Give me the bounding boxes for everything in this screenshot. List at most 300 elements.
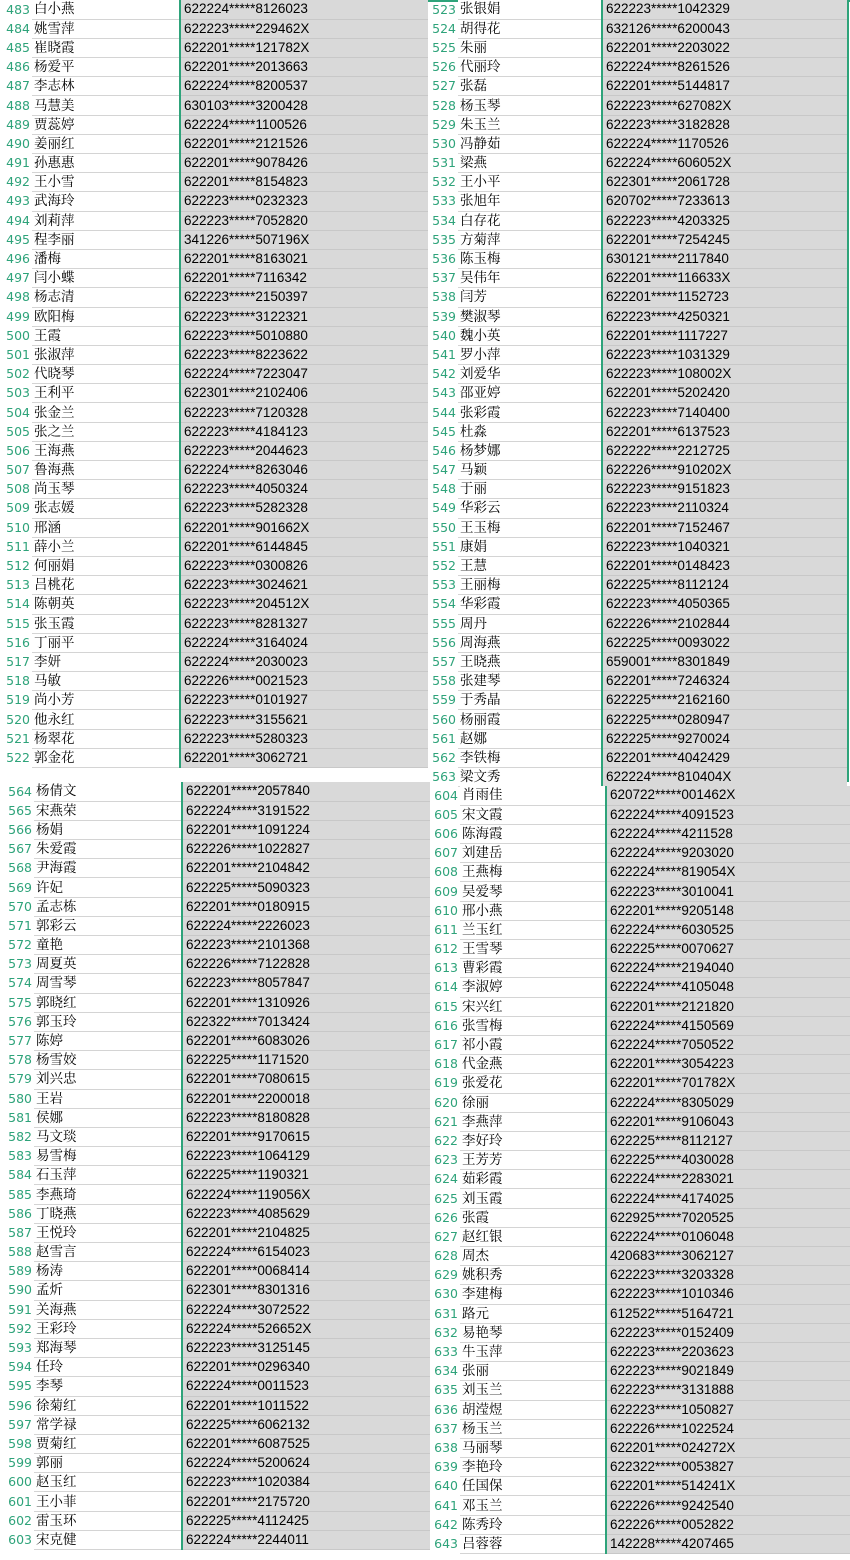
id-number-cell[interactable]: 622223*****108002X (602, 365, 847, 384)
name-cell[interactable]: 刘玉霞 (460, 1189, 606, 1208)
name-cell[interactable]: 陈海霞 (460, 824, 606, 843)
name-cell[interactable]: 邵亚婷 (458, 384, 602, 403)
id-number-cell[interactable]: 622223*****0300826 (180, 556, 428, 575)
id-number-cell[interactable]: 622224*****3072522 (182, 1300, 430, 1319)
name-cell[interactable]: 王岩 (34, 1089, 182, 1108)
id-number-cell[interactable]: 622201*****9078426 (180, 154, 428, 173)
id-number-cell[interactable]: 622225*****5090323 (182, 878, 430, 897)
id-number-cell[interactable]: 622225*****9270024 (602, 729, 847, 748)
id-number-cell[interactable]: 622224*****6030525 (606, 920, 850, 939)
name-cell[interactable]: 姜丽红 (32, 134, 180, 153)
id-number-cell[interactable]: 142228*****4207465 (606, 1534, 850, 1553)
name-cell[interactable]: 马文琰 (34, 1127, 182, 1146)
name-cell[interactable]: 朱爱霞 (34, 840, 182, 859)
id-number-cell[interactable]: 622225*****6062132 (182, 1415, 430, 1434)
name-cell[interactable]: 赵娜 (458, 729, 602, 748)
id-number-cell[interactable]: 622223*****2101368 (182, 936, 430, 955)
name-cell[interactable]: 朱丽 (458, 38, 602, 57)
id-number-cell[interactable]: 622223*****2203623 (606, 1342, 850, 1361)
id-number-cell[interactable]: 622223*****7140400 (602, 403, 847, 422)
id-number-cell[interactable]: 622224*****8305029 (606, 1093, 850, 1112)
name-cell[interactable]: 姚雪萍 (32, 19, 180, 38)
name-cell[interactable]: 邓玉兰 (460, 1496, 606, 1515)
name-cell[interactable]: 胡滢煜 (460, 1400, 606, 1419)
name-cell[interactable]: 尹海霞 (34, 859, 182, 878)
name-cell[interactable]: 周夏英 (34, 955, 182, 974)
name-cell[interactable]: 代丽玲 (458, 58, 602, 77)
id-number-cell[interactable]: 622201*****3054223 (606, 1055, 850, 1074)
name-cell[interactable]: 关海燕 (34, 1300, 182, 1319)
id-number-cell[interactable]: 622301*****8301316 (182, 1281, 430, 1300)
name-cell[interactable]: 闫芳 (458, 288, 602, 307)
name-cell[interactable]: 王小雪 (32, 173, 180, 192)
id-number-cell[interactable]: 622322*****7013424 (182, 1012, 430, 1031)
name-cell[interactable]: 于丽 (458, 480, 602, 499)
id-number-cell[interactable]: 622201*****901662X (180, 518, 428, 537)
id-number-cell[interactable]: 622223*****3010041 (606, 882, 850, 901)
name-cell[interactable]: 徐丽 (460, 1093, 606, 1112)
id-number-cell[interactable]: 622223*****8180828 (182, 1108, 430, 1127)
id-number-cell[interactable]: 622223*****627082X (602, 96, 847, 115)
id-number-cell[interactable]: 622224*****8263046 (180, 461, 428, 480)
name-cell[interactable]: 尚玉琴 (32, 480, 180, 499)
id-number-cell[interactable]: 622201*****5202420 (602, 384, 847, 403)
id-number-cell[interactable]: 622201*****6087525 (182, 1434, 430, 1453)
name-cell[interactable]: 潘梅 (32, 249, 180, 268)
name-cell[interactable]: 李燕琦 (34, 1185, 182, 1204)
id-number-cell[interactable]: 622223*****2110324 (602, 499, 847, 518)
id-number-cell[interactable]: 622301*****2102406 (180, 384, 428, 403)
id-number-cell[interactable]: 622201*****0148423 (602, 556, 847, 575)
id-number-cell[interactable]: 622201*****121782X (180, 38, 428, 57)
name-cell[interactable]: 薛小兰 (32, 537, 180, 556)
name-cell[interactable]: 杨玉琴 (458, 96, 602, 115)
id-number-cell[interactable]: 622201*****2013663 (180, 58, 428, 77)
name-cell[interactable]: 易雪梅 (34, 1147, 182, 1166)
id-number-cell[interactable]: 622225*****0093022 (602, 633, 847, 652)
name-cell[interactable]: 杨倩文 (34, 782, 182, 801)
name-cell[interactable]: 李好玲 (460, 1131, 606, 1150)
id-number-cell[interactable]: 622201*****0180915 (182, 897, 430, 916)
name-cell[interactable]: 张彩霞 (458, 403, 602, 422)
id-number-cell[interactable]: 622226*****1022827 (182, 840, 430, 859)
id-number-cell[interactable]: 622226*****0052822 (606, 1515, 850, 1534)
name-cell[interactable]: 刘玉兰 (460, 1381, 606, 1400)
id-number-cell[interactable]: 622201*****1310926 (182, 993, 430, 1012)
name-cell[interactable]: 尚小芳 (32, 691, 180, 710)
id-number-cell[interactable]: 622201*****116633X (602, 269, 847, 288)
name-cell[interactable]: 武海玲 (32, 192, 180, 211)
name-cell[interactable]: 王小平 (458, 173, 602, 192)
name-cell[interactable]: 张之兰 (32, 422, 180, 441)
id-number-cell[interactable]: 622201*****0068414 (182, 1262, 430, 1281)
id-number-cell[interactable]: 622223*****2044623 (180, 441, 428, 460)
id-number-cell[interactable]: 622223*****0232323 (180, 192, 428, 211)
name-cell[interactable]: 何丽娟 (32, 556, 180, 575)
name-cell[interactable]: 华彩云 (458, 499, 602, 518)
id-number-cell[interactable]: 622223*****1040321 (602, 537, 847, 556)
id-number-cell[interactable]: 622925*****7020525 (606, 1208, 850, 1227)
id-number-cell[interactable]: 622224*****606052X (602, 154, 847, 173)
id-number-cell[interactable]: 622201*****2104842 (182, 859, 430, 878)
name-cell[interactable]: 张旭年 (458, 192, 602, 211)
id-number-cell[interactable]: 622223*****4184123 (180, 422, 428, 441)
name-cell[interactable]: 贾菊红 (34, 1434, 182, 1453)
name-cell[interactable]: 刘莉萍 (32, 211, 180, 230)
id-number-cell[interactable]: 622223*****3125145 (182, 1338, 430, 1357)
name-cell[interactable]: 张爱花 (460, 1074, 606, 1093)
id-number-cell[interactable]: 622224*****3164024 (180, 633, 428, 652)
id-number-cell[interactable]: 622223*****5280323 (180, 729, 428, 748)
id-number-cell[interactable]: 622201*****2121526 (180, 134, 428, 153)
name-cell[interactable]: 华彩霞 (458, 595, 602, 614)
id-number-cell[interactable]: 622225*****0070627 (606, 940, 850, 959)
name-cell[interactable]: 宋兴红 (460, 997, 606, 1016)
name-cell[interactable]: 陈婷 (34, 1031, 182, 1050)
id-number-cell[interactable]: 622225*****4112425 (182, 1511, 430, 1530)
name-cell[interactable]: 李琴 (34, 1377, 182, 1396)
name-cell[interactable]: 代金燕 (460, 1055, 606, 1074)
name-cell[interactable]: 于秀晶 (458, 691, 602, 710)
name-cell[interactable]: 陈朝英 (32, 595, 180, 614)
name-cell[interactable]: 杨翠花 (32, 729, 180, 748)
id-number-cell[interactable]: 622224*****4150569 (606, 1016, 850, 1035)
name-cell[interactable]: 许妃 (34, 878, 182, 897)
id-number-cell[interactable]: 622223*****9021849 (606, 1362, 850, 1381)
name-cell[interactable]: 孟炘 (34, 1281, 182, 1300)
name-cell[interactable]: 杨雪姣 (34, 1051, 182, 1070)
id-number-cell[interactable]: 622223*****5010880 (180, 326, 428, 345)
id-number-cell[interactable]: 622226*****910202X (602, 461, 847, 480)
name-cell[interactable]: 方菊萍 (458, 230, 602, 249)
id-number-cell[interactable]: 622201*****2200018 (182, 1089, 430, 1108)
id-number-cell[interactable]: 622224*****8200537 (180, 77, 428, 96)
id-number-cell[interactable]: 622223*****0101927 (180, 691, 428, 710)
id-number-cell[interactable]: 622201*****7254245 (602, 230, 847, 249)
id-number-cell[interactable]: 622224*****2194040 (606, 959, 850, 978)
name-cell[interactable]: 李建梅 (460, 1285, 606, 1304)
id-number-cell[interactable]: 622301*****2061728 (602, 173, 847, 192)
name-cell[interactable]: 吕桃花 (32, 576, 180, 595)
id-number-cell[interactable]: 622224*****2283021 (606, 1170, 850, 1189)
name-cell[interactable]: 王丽梅 (458, 576, 602, 595)
name-cell[interactable]: 杨丽霞 (458, 710, 602, 729)
id-number-cell[interactable]: 622223*****1020384 (182, 1473, 430, 1492)
name-cell[interactable]: 孟志栋 (34, 897, 182, 916)
id-number-cell[interactable]: 622201*****024272X (606, 1438, 850, 1457)
name-cell[interactable]: 陈玉梅 (458, 249, 602, 268)
id-number-cell[interactable]: 622224*****2226023 (182, 916, 430, 935)
id-number-cell[interactable]: 622223*****1010346 (606, 1285, 850, 1304)
name-cell[interactable]: 代晓琴 (32, 365, 180, 384)
id-number-cell[interactable]: 622201*****2121820 (606, 997, 850, 1016)
name-cell[interactable]: 丁丽平 (32, 633, 180, 652)
name-cell[interactable]: 杨涛 (34, 1262, 182, 1281)
id-number-cell[interactable]: 622201*****9106043 (606, 1112, 850, 1131)
id-number-cell[interactable]: 622224*****1170526 (602, 134, 847, 153)
name-cell[interactable]: 童艳 (34, 936, 182, 955)
name-cell[interactable]: 吴爱琴 (460, 882, 606, 901)
id-number-cell[interactable]: 622201*****5144817 (602, 77, 847, 96)
name-cell[interactable]: 郭晓红 (34, 993, 182, 1012)
id-number-cell[interactable]: 622223*****1050827 (606, 1400, 850, 1419)
name-cell[interactable]: 樊淑琴 (458, 307, 602, 326)
name-cell[interactable]: 王芳芳 (460, 1151, 606, 1170)
name-cell[interactable]: 侯娜 (34, 1108, 182, 1127)
id-number-cell[interactable]: 622223*****3182828 (602, 115, 847, 134)
id-number-cell[interactable]: 622224*****4174025 (606, 1189, 850, 1208)
id-number-cell[interactable]: 622223*****3131888 (606, 1381, 850, 1400)
name-cell[interactable]: 张金兰 (32, 403, 180, 422)
name-cell[interactable]: 王雪琴 (460, 940, 606, 959)
name-cell[interactable]: 曹彩霞 (460, 959, 606, 978)
name-cell[interactable]: 邢小燕 (460, 901, 606, 920)
id-number-cell[interactable]: 622201*****0296340 (182, 1358, 430, 1377)
id-number-cell[interactable]: 622223*****3155621 (180, 710, 428, 729)
name-cell[interactable]: 刘爱华 (458, 365, 602, 384)
name-cell[interactable]: 宋文霞 (460, 805, 606, 824)
id-number-cell[interactable]: 622201*****7080615 (182, 1070, 430, 1089)
name-cell[interactable]: 郭金花 (32, 748, 180, 767)
id-number-cell[interactable]: 622223*****3203328 (606, 1266, 850, 1285)
id-number-cell[interactable]: 630103*****3200428 (180, 96, 428, 115)
name-cell[interactable]: 张玉霞 (32, 614, 180, 633)
id-number-cell[interactable]: 622201*****514241X (606, 1477, 850, 1496)
name-cell[interactable]: 杨志清 (32, 288, 180, 307)
id-number-cell[interactable]: 622226*****9242540 (606, 1496, 850, 1515)
id-number-cell[interactable]: 612522*****5164721 (606, 1304, 850, 1323)
id-number-cell[interactable]: 622223*****8057847 (182, 974, 430, 993)
name-cell[interactable]: 鲁海燕 (32, 461, 180, 480)
id-number-cell[interactable]: 622224*****8261526 (602, 58, 847, 77)
id-number-cell[interactable]: 622223*****4203325 (602, 211, 847, 230)
id-number-cell[interactable]: 622201*****2104825 (182, 1223, 430, 1242)
id-number-cell[interactable]: 622201*****701782X (606, 1074, 850, 1093)
id-number-cell[interactable]: 622201*****8163021 (180, 249, 428, 268)
id-number-cell[interactable]: 622224*****3191522 (182, 801, 430, 820)
name-cell[interactable]: 任玲 (34, 1358, 182, 1377)
name-cell[interactable]: 易艳琴 (460, 1323, 606, 1342)
id-number-cell[interactable]: 622226*****7122828 (182, 955, 430, 974)
id-number-cell[interactable]: 622225*****0280947 (602, 710, 847, 729)
id-number-cell[interactable]: 622225*****2162160 (602, 691, 847, 710)
id-number-cell[interactable]: 622224*****8126023 (180, 0, 428, 19)
name-cell[interactable]: 茹彩霞 (460, 1170, 606, 1189)
id-number-cell[interactable]: 622223*****0152409 (606, 1323, 850, 1342)
id-number-cell[interactable]: 622223*****1031329 (602, 345, 847, 364)
name-cell[interactable]: 马丽琴 (460, 1438, 606, 1457)
id-number-cell[interactable]: 622201*****2203022 (602, 38, 847, 57)
name-cell[interactable]: 张银娟 (458, 0, 602, 19)
name-cell[interactable]: 周杰 (460, 1247, 606, 1266)
name-cell[interactable]: 马敏 (32, 672, 180, 691)
name-cell[interactable]: 康娟 (458, 537, 602, 556)
id-number-cell[interactable]: 622225*****4030028 (606, 1151, 850, 1170)
name-cell[interactable]: 王晓燕 (458, 652, 602, 671)
name-cell[interactable]: 孙惠惠 (32, 154, 180, 173)
id-number-cell[interactable]: 622223*****1042329 (602, 0, 847, 19)
id-number-cell[interactable]: 622201*****2175720 (182, 1492, 430, 1511)
id-number-cell[interactable]: 622223*****7052820 (180, 211, 428, 230)
name-cell[interactable]: 吕蓉蓉 (460, 1534, 606, 1553)
id-number-cell[interactable]: 622224*****526652X (182, 1319, 430, 1338)
id-number-cell[interactable]: 622224*****819054X (606, 863, 850, 882)
id-number-cell[interactable]: 622201*****1011522 (182, 1396, 430, 1415)
id-number-cell[interactable]: 622223*****4050324 (180, 480, 428, 499)
id-number-cell[interactable]: 622223*****2150397 (180, 288, 428, 307)
id-number-cell[interactable]: 622224*****4091523 (606, 805, 850, 824)
name-cell[interactable]: 闫小蝶 (32, 269, 180, 288)
name-cell[interactable]: 王慧 (458, 556, 602, 575)
id-number-cell[interactable]: 622224*****4105048 (606, 978, 850, 997)
name-cell[interactable]: 姚积秀 (460, 1266, 606, 1285)
id-number-cell[interactable]: 622224*****0011523 (182, 1377, 430, 1396)
name-cell[interactable]: 马慧美 (32, 96, 180, 115)
id-number-cell[interactable]: 341226*****507196X (180, 230, 428, 249)
id-number-cell[interactable]: 622225*****8112127 (606, 1131, 850, 1150)
id-number-cell[interactable]: 622223*****204512X (180, 595, 428, 614)
name-cell[interactable]: 马颖 (458, 461, 602, 480)
name-cell[interactable]: 王悦玲 (34, 1223, 182, 1242)
name-cell[interactable]: 程李丽 (32, 230, 180, 249)
name-cell[interactable]: 杨梦娜 (458, 441, 602, 460)
id-number-cell[interactable]: 622201*****3062721 (180, 748, 428, 767)
id-number-cell[interactable]: 622225*****8112124 (602, 576, 847, 595)
id-number-cell[interactable]: 622223*****8281327 (180, 614, 428, 633)
name-cell[interactable]: 杨娟 (34, 820, 182, 839)
id-number-cell[interactable]: 630121*****2117840 (602, 249, 847, 268)
id-number-cell[interactable]: 622201*****9170615 (182, 1127, 430, 1146)
id-number-cell[interactable]: 622223*****4250321 (602, 307, 847, 326)
id-number-cell[interactable]: 622201*****8154823 (180, 173, 428, 192)
id-number-cell[interactable]: 620702*****7233613 (602, 192, 847, 211)
name-cell[interactable]: 张淑萍 (32, 345, 180, 364)
id-number-cell[interactable]: 622225*****1171520 (182, 1051, 430, 1070)
name-cell[interactable]: 魏小英 (458, 326, 602, 345)
id-number-cell[interactable]: 622222*****2212725 (602, 441, 847, 460)
name-cell[interactable]: 郭彩云 (34, 916, 182, 935)
name-cell[interactable]: 赵红银 (460, 1227, 606, 1246)
name-cell[interactable]: 任国保 (460, 1477, 606, 1496)
name-cell[interactable]: 王彩玲 (34, 1319, 182, 1338)
id-number-cell[interactable]: 622224*****9203020 (606, 844, 850, 863)
name-cell[interactable]: 赵雪言 (34, 1243, 182, 1262)
id-number-cell[interactable]: 620722*****001462X (606, 786, 850, 805)
name-cell[interactable]: 王燕梅 (460, 863, 606, 882)
id-number-cell[interactable]: 622223*****9151823 (602, 480, 847, 499)
name-cell[interactable]: 李志林 (32, 77, 180, 96)
name-cell[interactable]: 牛玉萍 (460, 1342, 606, 1361)
id-number-cell[interactable]: 622223*****4085629 (182, 1204, 430, 1223)
id-number-cell[interactable]: 622223*****7120328 (180, 403, 428, 422)
name-cell[interactable]: 贾蕊婷 (32, 115, 180, 134)
name-cell[interactable]: 欧阳梅 (32, 307, 180, 326)
name-cell[interactable]: 路元 (460, 1304, 606, 1323)
name-cell[interactable]: 郭丽 (34, 1454, 182, 1473)
name-cell[interactable]: 陈秀玲 (460, 1515, 606, 1534)
id-number-cell[interactable]: 622201*****2057840 (182, 782, 430, 801)
id-number-cell[interactable]: 622226*****2102844 (602, 614, 847, 633)
id-number-cell[interactable]: 622224*****7223047 (180, 365, 428, 384)
id-number-cell[interactable]: 622224*****7050522 (606, 1035, 850, 1054)
name-cell[interactable]: 徐菊红 (34, 1396, 182, 1415)
name-cell[interactable]: 宋燕荣 (34, 801, 182, 820)
id-number-cell[interactable]: 622201*****7152467 (602, 518, 847, 537)
id-number-cell[interactable]: 622224*****5200624 (182, 1454, 430, 1473)
id-number-cell[interactable]: 622224*****6154023 (182, 1243, 430, 1262)
name-cell[interactable]: 张雪梅 (460, 1016, 606, 1035)
name-cell[interactable]: 邢涵 (32, 518, 180, 537)
id-number-cell[interactable]: 622201*****9205148 (606, 901, 850, 920)
name-cell[interactable]: 张霞 (460, 1208, 606, 1227)
name-cell[interactable]: 冯静茹 (458, 134, 602, 153)
name-cell[interactable]: 李淑婷 (460, 978, 606, 997)
name-cell[interactable]: 梁燕 (458, 154, 602, 173)
name-cell[interactable]: 罗小萍 (458, 345, 602, 364)
id-number-cell[interactable]: 622201*****1117227 (602, 326, 847, 345)
id-number-cell[interactable]: 622201*****6137523 (602, 422, 847, 441)
name-cell[interactable]: 杨爱平 (32, 58, 180, 77)
name-cell[interactable]: 杨玉兰 (460, 1419, 606, 1438)
id-number-cell[interactable]: 622224*****2244011 (182, 1530, 430, 1549)
name-cell[interactable]: 肖雨佳 (460, 786, 606, 805)
name-cell[interactable]: 李艳玲 (460, 1458, 606, 1477)
name-cell[interactable]: 常学禄 (34, 1415, 182, 1434)
name-cell[interactable]: 郭玉玲 (34, 1012, 182, 1031)
id-number-cell[interactable]: 622226*****0021523 (180, 672, 428, 691)
id-number-cell[interactable]: 622224*****4211528 (606, 824, 850, 843)
name-cell[interactable]: 他永红 (32, 710, 180, 729)
name-cell[interactable]: 王利平 (32, 384, 180, 403)
name-cell[interactable]: 张丽 (460, 1362, 606, 1381)
id-number-cell[interactable]: 622201*****6083026 (182, 1031, 430, 1050)
name-cell[interactable]: 吴伟年 (458, 269, 602, 288)
id-number-cell[interactable]: 622201*****4042429 (602, 748, 847, 767)
id-number-cell[interactable]: 622201*****6144845 (180, 537, 428, 556)
name-cell[interactable]: 周雪琴 (34, 974, 182, 993)
name-cell[interactable]: 王小菲 (34, 1492, 182, 1511)
id-number-cell[interactable]: 622201*****1152723 (602, 288, 847, 307)
name-cell[interactable]: 张志媛 (32, 499, 180, 518)
name-cell[interactable]: 张磊 (458, 77, 602, 96)
id-number-cell[interactable]: 622224*****1100526 (180, 115, 428, 134)
name-cell[interactable]: 周海燕 (458, 633, 602, 652)
name-cell[interactable]: 李铁梅 (458, 748, 602, 767)
id-number-cell[interactable]: 622201*****7246324 (602, 672, 847, 691)
name-cell[interactable]: 白小燕 (32, 0, 180, 19)
id-number-cell[interactable]: 622225*****1190321 (182, 1166, 430, 1185)
name-cell[interactable]: 李燕萍 (460, 1112, 606, 1131)
id-number-cell[interactable]: 622224*****810404X (602, 768, 847, 787)
name-cell[interactable]: 赵玉红 (34, 1473, 182, 1492)
name-cell[interactable]: 周丹 (458, 614, 602, 633)
name-cell[interactable]: 丁晓燕 (34, 1204, 182, 1223)
name-cell[interactable]: 王玉梅 (458, 518, 602, 537)
name-cell[interactable]: 王霞 (32, 326, 180, 345)
name-cell[interactable]: 白存花 (458, 211, 602, 230)
id-number-cell[interactable]: 622223*****3122321 (180, 307, 428, 326)
name-cell[interactable]: 李妍 (32, 652, 180, 671)
name-cell[interactable]: 雷玉环 (34, 1511, 182, 1530)
name-cell[interactable]: 张建琴 (458, 672, 602, 691)
name-cell[interactable]: 梁文秀 (458, 768, 602, 787)
id-number-cell[interactable]: 622224*****2030023 (180, 652, 428, 671)
id-number-cell[interactable]: 622223*****3024621 (180, 576, 428, 595)
name-cell[interactable]: 朱玉兰 (458, 115, 602, 134)
id-number-cell[interactable]: 622223*****8223622 (180, 345, 428, 364)
id-number-cell[interactable]: 622226*****1022524 (606, 1419, 850, 1438)
id-number-cell[interactable]: 622201*****1091224 (182, 820, 430, 839)
